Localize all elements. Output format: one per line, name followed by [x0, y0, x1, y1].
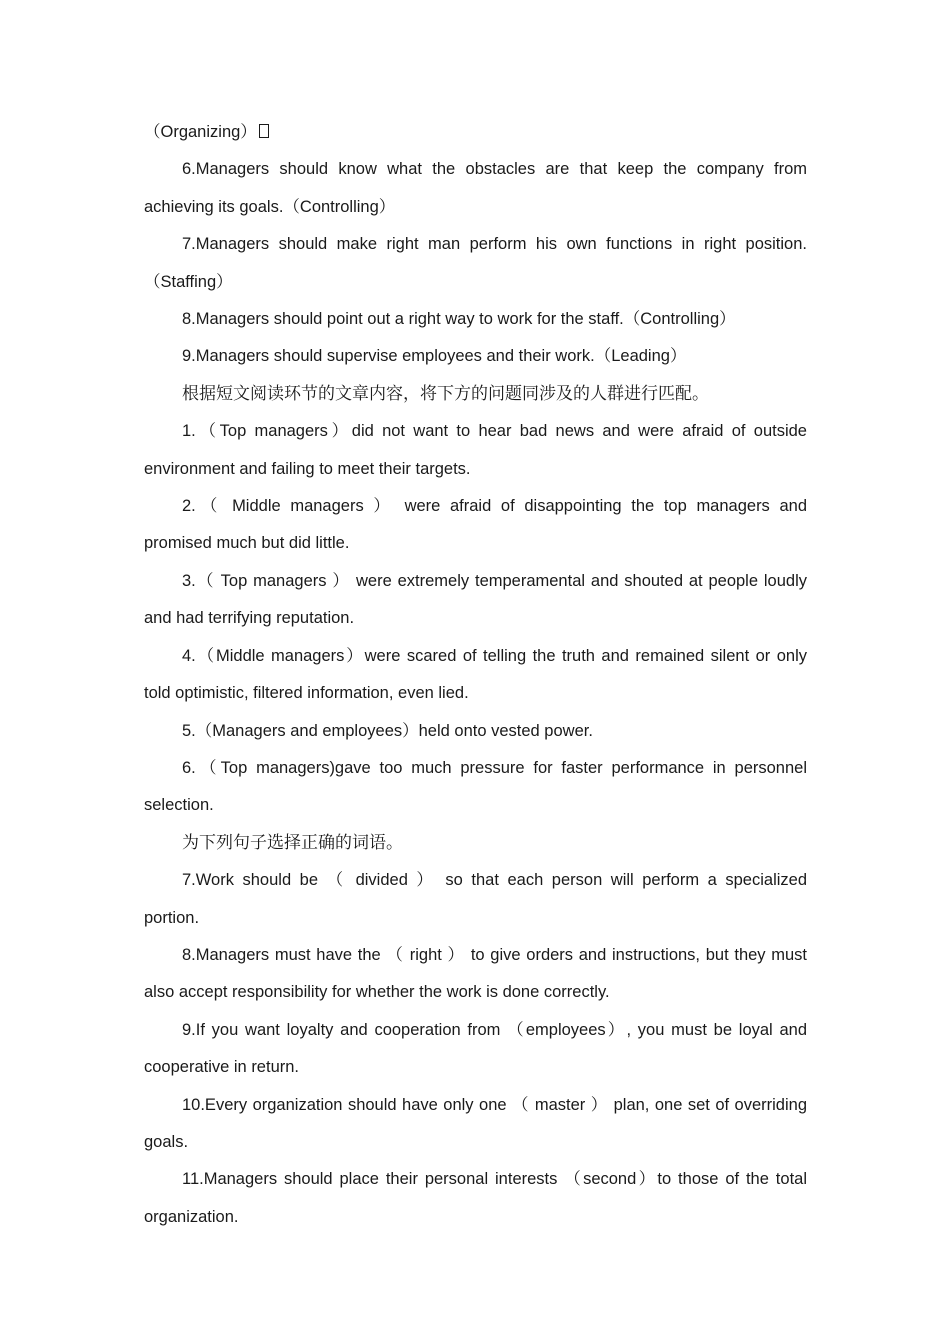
paragraph-item-8-controlling: 8.Managers should point out a right way to work for the staff.（Controlling）: [182, 310, 736, 329]
word-choice-item-11: 11.Managers should place their personal interests （second）to those of the total organization.: [144, 1170, 807, 1226]
section-heading-word-choice: 为下列句子选择正确的词语。: [182, 832, 403, 853]
paragraph-item-9-leading: 9.Managers should supervise employees and their work.（Leading）: [182, 347, 687, 366]
section-heading-matching: 根据短文阅读环节的文章内容，将下方的问题同涉及的人群进行匹配。: [182, 383, 709, 404]
paragraph-text: （Organizing）: [144, 123, 257, 141]
matching-item-5: 5.（Managers and employees）held onto vested power.: [182, 721, 593, 740]
matching-item-4: 4.（Middle managers）were scared of telling the truth and remained silent or only told optimistic, filtered information, even lied.: [144, 646, 807, 703]
word-choice-item-9: 9.If you want loyalty and cooperation from （employees）, you must be loyal and cooperative in return.: [144, 1020, 807, 1077]
paragraph-item-7-staffing: 7.Managers should make right man perform his own functions in right position.（Staffing）: [144, 235, 807, 291]
matching-item-3: 3.（ Top managers ） were extremely temperamental and shouted at people loudly and had terrifying reputation.: [144, 571, 807, 628]
matching-item-1: 1.（Top managers）did not want to hear bad news and were afraid of outside environment and failing to meet their targets.: [144, 422, 807, 478]
document-body: [144, 114, 807, 1236]
paragraph-organizing: [144, 114, 807, 151]
word-choice-item-7: 7.Work should be （ divided ） so that each person will perform a specialized portion.: [144, 871, 807, 927]
paragraph-item-6-controlling: 6.Managers should know what the obstacles are that keep the company from achieving its goals.（Controlling）: [144, 160, 807, 216]
matching-item-2: 2.（ Middle managers ） were afraid of disappointing the top managers and promised much but did little.: [144, 497, 807, 553]
word-choice-item-8: 8.Managers must have the （ right ） to give orders and instructions, but they must also accept responsibility for whether the work is done correctly.: [144, 945, 807, 1002]
missing-glyph-icon: [259, 124, 269, 138]
word-choice-item-10: 10.Every organization should have only one （ master ） plan, one set of overriding goals.: [144, 1095, 807, 1151]
matching-item-6: 6.（Top managers)gave too much pressure for faster performance in personnel selection.: [144, 758, 807, 815]
